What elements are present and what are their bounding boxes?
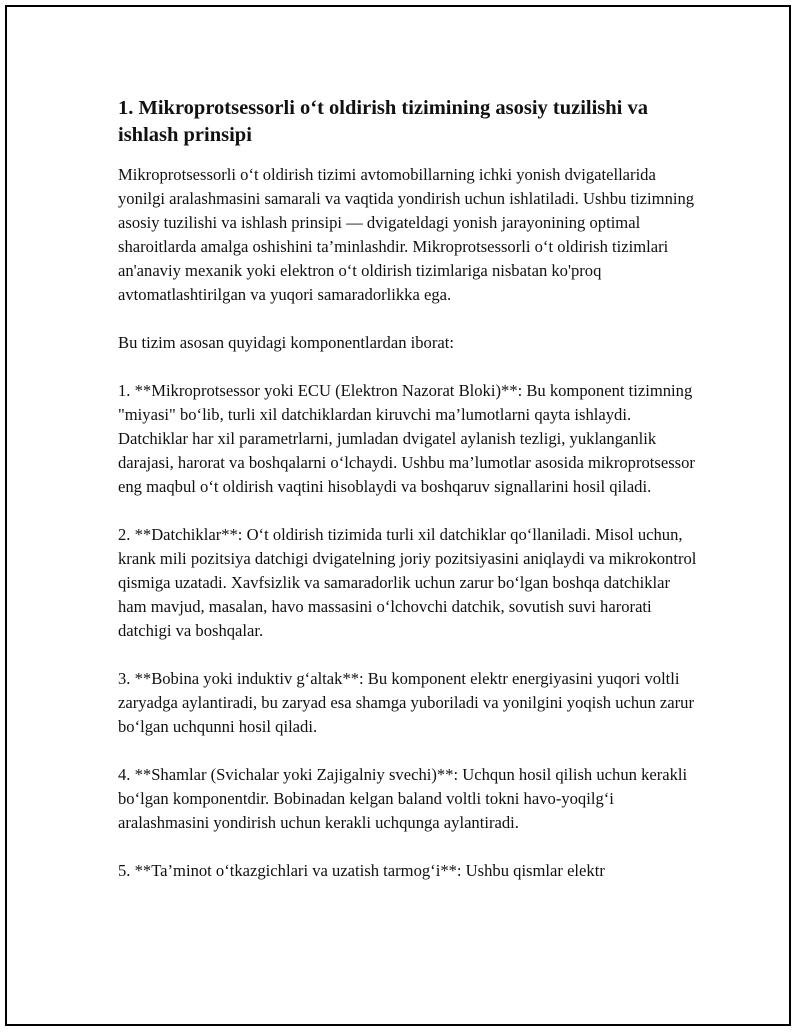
section-heading: 1. Mikroprotsessorli o‘t oldirish tizimining asosiy tuzilishi va ishlash prinsipi — [118, 97, 648, 146]
intro-paragraph: Mikroprotsessorli o‘t oldirish tizimi avtomobillarning ichki yonish dvigatellarida yonilgi aralashmasini samarali va vaqtida yondirish uchun ishlatiladi. Ushbu tizimning asosiy tuzilishi va ishlash prinsipi — dvigateldagi yonish jarayonining optimal sharoitlarda amalga oshishini ta’minlashdir. Mikroprotsessorli o‘t oldirish tizimlari an'anaviy mexanik yoki elektron o‘t oldirish tizimlariga nisbatan ko'proq avtomatlashtirilgan va yuqori samaradorlikka ega. — [118, 165, 695, 304]
component-item-coil: 3. **Bobina yoki induktiv g‘altak**: Bu komponent elektr energiyasini yuqori voltli zaryadga aylantiradi, bu zaryad esa shamga yuboriladi va yonilgini yoqish uchun zarur bo‘lgan uchqunni hosil qiladi. — [118, 669, 694, 736]
component-item-wiring: 5. **Ta’minot o‘tkazgichlari va uzatish tarmog‘i**: Ushbu qismlar elektr — [118, 861, 605, 880]
components-intro-paragraph: Bu tizim asosan quyidagi komponentlardan iborat: — [118, 333, 454, 352]
component-item-sensors: 2. **Datchiklar**: O‘t oldirish tizimida turli xil datchiklar qo‘llaniladi. Misol uchun, krank mili pozitsiya datchigi dvigatelning joriy pozitsiyasini aniqlaydi va mikrokontrol qismiga uzatadi. Xavfsizlik va samaradorlik uchun zarur bo‘lgan boshqa datchiklar ham mavjud, masalan, havo massasini o‘lchovchi datchik, sovutish suvi harorati datchigi va boshqalar. — [118, 525, 697, 640]
document-body — [118, 95, 698, 907]
component-item-ecu: 1. **Mikroprotsessor yoki ECU (Elektron Nazorat Bloki)**: Bu komponent tizimning "miyasi" bo‘lib, turli xil datchiklardan kiruvchi ma’lumotlarni qayta ishlaydi. Datchiklar har xil parametrlarni, jumladan dvigatel aylanish tezligi, yuklanganlik darajasi, harorat va boshqalarni o‘lchaydi. Ushbu ma’lumotlar asosida mikroprotsessor eng maqbul o‘t oldirish vaqtini hisoblaydi va boshqaruv signallarini hosil qiladi. — [118, 381, 695, 496]
component-item-spark-plugs: 4. **Shamlar (Svichalar yoki Zajigalniy svechi)**: Uchqun hosil qilish uchun kerakli bo‘lgan komponentdir. Bobinadan kelgan baland voltli tokni havo-yoqilg‘i aralashmasini yondirish uchun kerakli uchqunga aylantiradi. — [118, 765, 688, 832]
